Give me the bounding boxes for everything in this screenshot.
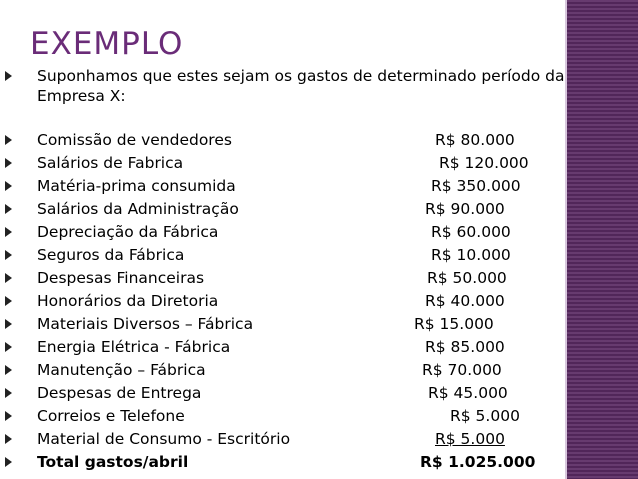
expense-label: Despesas de Entrega [37, 384, 202, 402]
expense-label: Depreciação da Fábrica [37, 223, 219, 241]
expense-label: Correios e Telefone [37, 407, 185, 425]
expense-label: Seguros da Fábrica [37, 246, 185, 264]
expense-row [0, 153, 565, 173]
bullet-arrow-icon [5, 250, 12, 260]
expense-row [0, 199, 565, 219]
expense-label: Matéria-prima consumida [37, 177, 236, 195]
expense-value: R$ 120.000 [439, 154, 529, 172]
expense-row [0, 429, 565, 449]
bullet-arrow-icon [5, 342, 12, 352]
expense-value: R$ 70.000 [422, 361, 502, 379]
bullet-arrow-icon [5, 457, 12, 467]
intro-line-1: Suponhamos que estes sejam os gastos de determinado período da [37, 67, 565, 85]
expense-value: R$ 5.000 [450, 407, 520, 425]
expense-label: Salários da Administração [37, 200, 239, 218]
expense-label: Comissão de vendedores [37, 131, 232, 149]
expense-row [0, 314, 565, 334]
expense-value: R$ 90.000 [425, 200, 505, 218]
bullet-arrow-icon [5, 388, 12, 398]
bullet-arrow-icon [5, 365, 12, 375]
bullet-arrow-icon [5, 411, 12, 421]
expense-row [0, 383, 565, 403]
bullet-arrow-icon [5, 227, 12, 237]
expense-row [0, 291, 565, 311]
expense-row [0, 245, 565, 265]
expense-label: Materiais Diversos – Fábrica [37, 315, 254, 333]
bullet-arrow-icon [5, 319, 12, 329]
expense-value: R$ 45.000 [428, 384, 508, 402]
slide-title: EXEMPLO [30, 26, 184, 62]
expense-value: R$ 50.000 [427, 269, 507, 287]
total-label: Total gastos/abril [37, 453, 189, 471]
total-value: R$ 1.025.000 [420, 453, 536, 471]
bullet-arrow-icon [5, 434, 12, 444]
expense-value: R$ 40.000 [425, 292, 505, 310]
expense-value: R$ 80.000 [435, 131, 515, 149]
expense-label: Energia Elétrica - Fábrica [37, 338, 231, 356]
expense-row [0, 222, 565, 242]
expense-row [0, 268, 565, 288]
expense-row [0, 360, 565, 380]
expense-label: Manutenção – Fábrica [37, 361, 206, 379]
expense-row [0, 130, 565, 150]
intro-line-2: Empresa X: [37, 87, 126, 105]
bullet-arrow-icon [5, 204, 12, 214]
expense-row [0, 406, 565, 426]
expense-label: Salários de Fabrica [37, 154, 184, 172]
bullet-arrow-icon [5, 135, 12, 145]
bullet-arrow-icon [5, 181, 12, 191]
expense-label: Despesas Financeiras [37, 269, 205, 287]
decorative-side-band [567, 0, 638, 479]
expense-row [0, 176, 565, 196]
expense-value: R$ 350.000 [431, 177, 521, 195]
bullet-arrow-icon [5, 273, 12, 283]
bullet-arrow-icon [5, 158, 12, 168]
expense-value: R$ 85.000 [425, 338, 505, 356]
expense-value: R$ 5.000 [435, 430, 505, 448]
bullet-arrow-icon [5, 71, 12, 81]
expense-label: Material de Consumo - Escritório [37, 430, 291, 448]
expense-row [0, 337, 565, 357]
expense-value: R$ 60.000 [431, 223, 511, 241]
total-row [0, 452, 565, 472]
expense-label: Honorários da Diretoria [37, 292, 219, 310]
bullet-arrow-icon [5, 296, 12, 306]
expense-value: R$ 15.000 [414, 315, 494, 333]
expense-value: R$ 10.000 [431, 246, 511, 264]
